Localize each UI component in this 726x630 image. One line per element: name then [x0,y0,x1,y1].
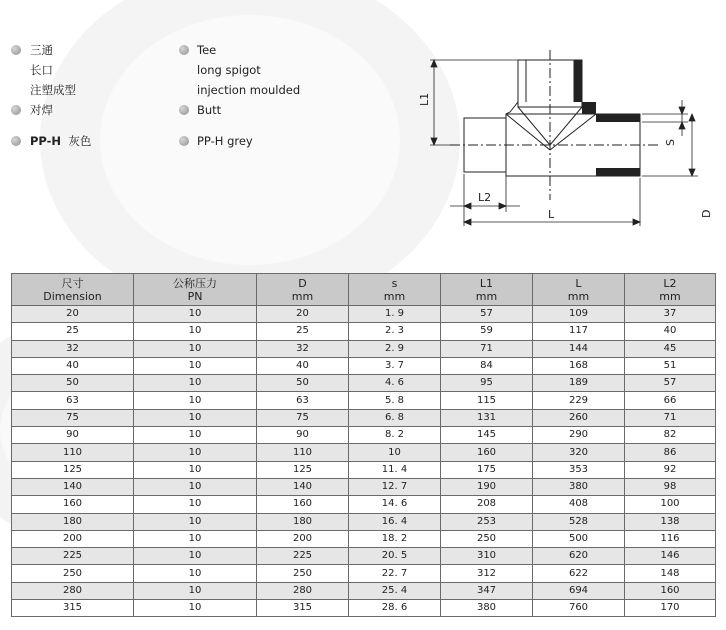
table-cell-l1: 250 [441,530,533,547]
table-cell-l2: 160 [625,582,716,599]
table-cell-l: 109 [533,306,625,323]
table-cell-s: 1. 9 [349,306,441,323]
column-header-d [257,274,349,306]
table-cell-s: 16. 4 [349,513,441,530]
table-cell-pn: 10 [134,340,257,357]
table-cell-d: 140 [257,478,349,495]
table-cell-pn: 10 [134,323,257,340]
table-cell-l2: 116 [625,530,716,547]
header-bottom: mm [383,289,406,303]
table-cell-l2: 82 [625,427,716,444]
table-row [12,306,716,323]
header-bottom: mm [291,289,314,303]
table-cell-pn: 10 [134,357,257,374]
table-row [12,582,716,599]
table-row [12,323,716,340]
bullet-icon [179,105,189,115]
table-cell-l2: 57 [625,375,716,392]
table-cell-s: 5. 8 [349,392,441,409]
table-cell-l2: 146 [625,548,716,565]
table-cell-l1: 253 [441,513,533,530]
header-bottom: Dimension [43,289,102,303]
table-cell-d: 25 [257,323,349,340]
table-cell-pn: 10 [134,478,257,495]
table-cell-l1: 160 [441,444,533,461]
table-cell-l2: 98 [625,478,716,495]
table-cell-s: 14. 6 [349,496,441,513]
spec-en: long spigot [197,63,261,77]
table-cell-l2: 40 [625,323,716,340]
table-cell-l2: 170 [625,600,716,617]
table-cell-l: 144 [533,340,625,357]
header-top: s [391,276,398,290]
header-bottom: mm [659,289,681,303]
table-row [12,600,716,617]
table-cell-dimension: 125 [12,461,134,478]
table-cell-dimension: 110 [12,444,134,461]
table-cell-l2: 71 [625,409,716,426]
table-cell-l1: 71 [441,340,533,357]
table-row [12,478,716,495]
header-bottom: mm [475,289,498,303]
table-cell-l1: 59 [441,323,533,340]
table-row [12,375,716,392]
table-row [12,444,716,461]
table-cell-l2: 51 [625,357,716,374]
table-header-row [12,274,716,306]
spec-cn: 对焊 [30,103,53,117]
table-row [12,392,716,409]
table-cell-dimension: 40 [12,357,134,374]
table-cell-l1: 190 [441,478,533,495]
column-header-dimension [12,274,134,306]
material-cn-bold: PP-H [30,134,62,148]
header-top: L1 [479,276,494,290]
spec-cn: 三通 [30,43,53,57]
table-cell-s: 10 [349,444,441,461]
table-cell-l2: 66 [625,392,716,409]
table-cell-l: 290 [533,427,625,444]
spec-row-tee [11,40,341,60]
spec-cn: 长口 [30,63,53,77]
table-cell-dimension: 225 [12,548,134,565]
table-cell-l1: 347 [441,582,533,599]
table-cell-l: 189 [533,375,625,392]
table-cell-l: 500 [533,530,625,547]
table-cell-l2: 92 [625,461,716,478]
table-cell-l: 694 [533,582,625,599]
table-row [12,461,716,478]
table-cell-d: 75 [257,409,349,426]
table-cell-d: 315 [257,600,349,617]
table-cell-pn: 10 [134,582,257,599]
spec-cn: 注塑成型 [30,83,76,97]
material-en: PP-H grey [197,134,253,148]
header-bottom: mm [567,289,590,303]
table-cell-l: 117 [533,323,625,340]
column-header-l1 [441,274,533,306]
table-cell-dimension: 160 [12,496,134,513]
table-cell-dimension: 63 [12,392,134,409]
table-cell-s: 18. 2 [349,530,441,547]
table-cell-pn: 10 [134,409,257,426]
header-bottom: PN [187,289,203,303]
header-top: 尺寸 [61,276,84,290]
table-cell-l1: 131 [441,409,533,426]
table-cell-l2: 86 [625,444,716,461]
bullet-icon [11,136,21,146]
table-cell-l1: 115 [441,392,533,409]
table-cell-l: 168 [533,357,625,374]
table-cell-s: 22. 7 [349,565,441,582]
table-row [12,409,716,426]
label-l2: L2 [478,191,492,204]
label-l1: L1 [418,92,431,106]
table-cell-s: 20. 5 [349,548,441,565]
table-cell-d: 200 [257,530,349,547]
table-cell-dimension: 20 [12,306,134,323]
table-cell-dimension: 200 [12,530,134,547]
bullet-icon [11,105,21,115]
table-cell-dimension: 250 [12,565,134,582]
table-cell-pn: 10 [134,461,257,478]
table-cell-pn: 10 [134,496,257,513]
table-cell-pn: 10 [134,513,257,530]
table-row [12,340,716,357]
table-cell-d: 180 [257,513,349,530]
table-cell-dimension: 315 [12,600,134,617]
spec-row-injection [11,80,341,100]
table-row [12,513,716,530]
table-cell-d: 50 [257,375,349,392]
column-header-pn [134,274,257,306]
table-cell-l1: 208 [441,496,533,513]
bullet-icon [179,45,189,55]
label-s: S [664,139,677,146]
table-cell-s: 8. 2 [349,427,441,444]
table-cell-pn: 10 [134,565,257,582]
table-cell-l2: 100 [625,496,716,513]
material-cn [30,131,91,151]
material-cn-color: 灰色 [68,134,92,148]
table-cell-l1: 310 [441,548,533,565]
column-header-l [533,274,625,306]
table-cell-dimension: 180 [12,513,134,530]
table-cell-s: 2. 9 [349,340,441,357]
table-cell-d: 125 [257,461,349,478]
table-cell-d: 225 [257,548,349,565]
table-cell-l1: 175 [441,461,533,478]
table-cell-d: 20 [257,306,349,323]
spec-row-material [11,131,341,151]
spec-en: injection moulded [197,83,301,97]
table-cell-l: 229 [533,392,625,409]
dimension-table [11,273,716,617]
header-top: L [575,276,582,290]
table-cell-l: 353 [533,461,625,478]
table-cell-l: 380 [533,478,625,495]
table-cell-pn: 10 [134,392,257,409]
table-cell-d: 250 [257,565,349,582]
header-top: 公称压力 [173,276,217,290]
table-cell-l1: 57 [441,306,533,323]
table-cell-s: 6. 8 [349,409,441,426]
table-cell-s: 4. 6 [349,375,441,392]
table-cell-l1: 95 [441,375,533,392]
table-cell-l: 528 [533,513,625,530]
table-cell-pn: 10 [134,600,257,617]
table-cell-s: 11. 4 [349,461,441,478]
table-cell-pn: 10 [134,306,257,323]
table-cell-d: 110 [257,444,349,461]
table-cell-d: 280 [257,582,349,599]
table-row [12,530,716,547]
table-cell-pn: 10 [134,427,257,444]
table-cell-dimension: 25 [12,323,134,340]
spec-en: Butt [197,103,222,117]
table-cell-s: 25. 4 [349,582,441,599]
table-cell-dimension: 50 [12,375,134,392]
column-header-l2 [625,274,716,306]
table-cell-pn: 10 [134,548,257,565]
spec-row-butt [11,100,341,120]
table-cell-l1: 380 [441,600,533,617]
table-row [12,496,716,513]
table-cell-dimension: 280 [12,582,134,599]
table-cell-l1: 145 [441,427,533,444]
table-body [12,306,716,617]
table-cell-dimension: 32 [12,340,134,357]
table-cell-pn: 10 [134,530,257,547]
table-cell-dimension: 75 [12,409,134,426]
table-cell-l2: 138 [625,513,716,530]
table-cell-l1: 84 [441,357,533,374]
table-row [12,565,716,582]
bullet-icon [11,45,21,55]
table-cell-l: 760 [533,600,625,617]
table-cell-l: 260 [533,409,625,426]
bullet-icon [179,136,189,146]
table-cell-s: 3. 7 [349,357,441,374]
label-l: L [548,208,555,221]
spec-list [11,40,341,151]
tee-drawing [420,40,720,235]
table-cell-l: 622 [533,565,625,582]
column-header-s [349,274,441,306]
table-cell-s: 28. 6 [349,600,441,617]
table-cell-d: 32 [257,340,349,357]
table-cell-l2: 148 [625,565,716,582]
label-d: D [700,209,713,218]
table-cell-d: 160 [257,496,349,513]
table-cell-d: 63 [257,392,349,409]
table-cell-pn: 10 [134,444,257,461]
spec-row-long-spigot [11,60,341,80]
table-cell-l: 408 [533,496,625,513]
table-row [12,548,716,565]
table-cell-d: 40 [257,357,349,374]
table-row [12,357,716,374]
table-row [12,427,716,444]
table-cell-l2: 37 [625,306,716,323]
table-cell-l1: 312 [441,565,533,582]
header-top: D [298,276,307,290]
table-cell-l: 620 [533,548,625,565]
table-cell-l2: 45 [625,340,716,357]
table-cell-s: 12. 7 [349,478,441,495]
table-cell-l: 320 [533,444,625,461]
table-cell-d: 90 [257,427,349,444]
spec-en: Tee [197,43,217,57]
table-cell-dimension: 90 [12,427,134,444]
table-cell-dimension: 140 [12,478,134,495]
table-cell-pn: 10 [134,375,257,392]
header-top: L2 [663,276,677,290]
table-cell-s: 2. 3 [349,323,441,340]
